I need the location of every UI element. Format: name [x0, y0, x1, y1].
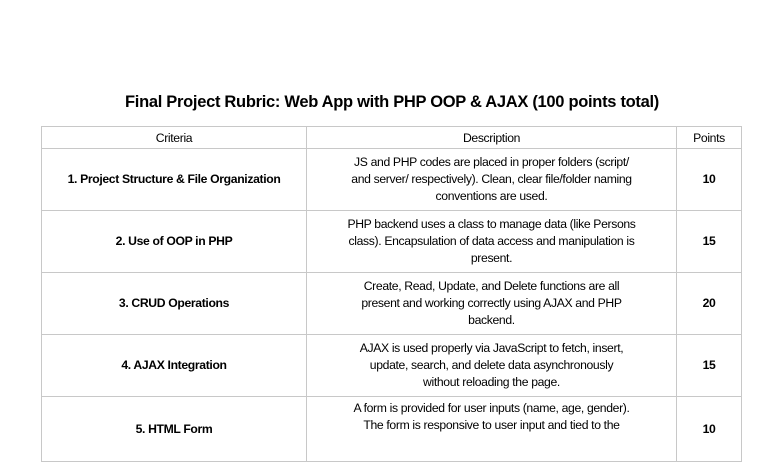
- description-cell: [307, 335, 677, 397]
- criteria-cell: 1. Project Structure & File Organization: [42, 149, 307, 211]
- criteria-cell: 4. AJAX Integration: [42, 335, 307, 397]
- points-cell: 10: [677, 149, 742, 211]
- description-line: class). Encapsulation of data access and manipulation is: [348, 234, 635, 248]
- description-line: without reloading the page.: [423, 375, 560, 389]
- points-cell: 15: [677, 335, 742, 397]
- criteria-cell: 5. HTML Form: [42, 397, 307, 462]
- description-line: The form is responsive to user input and tied to the: [363, 418, 620, 432]
- description-cell: [307, 149, 677, 211]
- header-description: Description: [307, 127, 677, 149]
- description-line: and server/ respectively). Clean, clear file/folder naming: [351, 172, 632, 186]
- description-cell: [307, 273, 677, 335]
- description-line: Create, Read, Update, and Delete functions are all: [363, 279, 620, 293]
- header-points: Points: [677, 127, 742, 149]
- description-line: present.: [470, 251, 513, 265]
- table-header-row: [42, 127, 742, 149]
- rubric-title: Final Project Rubric: Web App with PHP OOP & AJAX (100 points total): [125, 93, 659, 111]
- points-cell: 10: [677, 397, 742, 462]
- criteria-cell: 3. CRUD Operations: [42, 273, 307, 335]
- description-line: PHP backend uses a class to manage data (like Persons: [347, 217, 636, 231]
- description-cell: [307, 397, 677, 462]
- points-cell: 15: [677, 211, 742, 273]
- description-line: present and working correctly using AJAX and PHP: [361, 296, 622, 310]
- description-line: update, search, and delete data asynchronously: [369, 358, 614, 372]
- description-cell: [307, 211, 677, 273]
- description-line: backend.: [468, 313, 515, 327]
- description-line: JS and PHP codes are placed in proper folders (script/: [354, 155, 629, 169]
- table-row: [42, 397, 742, 462]
- table-row: [42, 149, 742, 211]
- rubric-table: [41, 126, 742, 462]
- description-line: AJAX is used properly via JavaScript to fetch, insert,: [359, 341, 624, 355]
- header-criteria: Criteria: [42, 127, 307, 149]
- description-line: A form is provided for user inputs (name, age, gender).: [353, 401, 630, 415]
- points-cell: 20: [677, 273, 742, 335]
- table-row: [42, 335, 742, 397]
- description-line: conventions are used.: [435, 189, 548, 203]
- criteria-cell: 2. Use of OOP in PHP: [42, 211, 307, 273]
- table-row: [42, 211, 742, 273]
- table-row: [42, 273, 742, 335]
